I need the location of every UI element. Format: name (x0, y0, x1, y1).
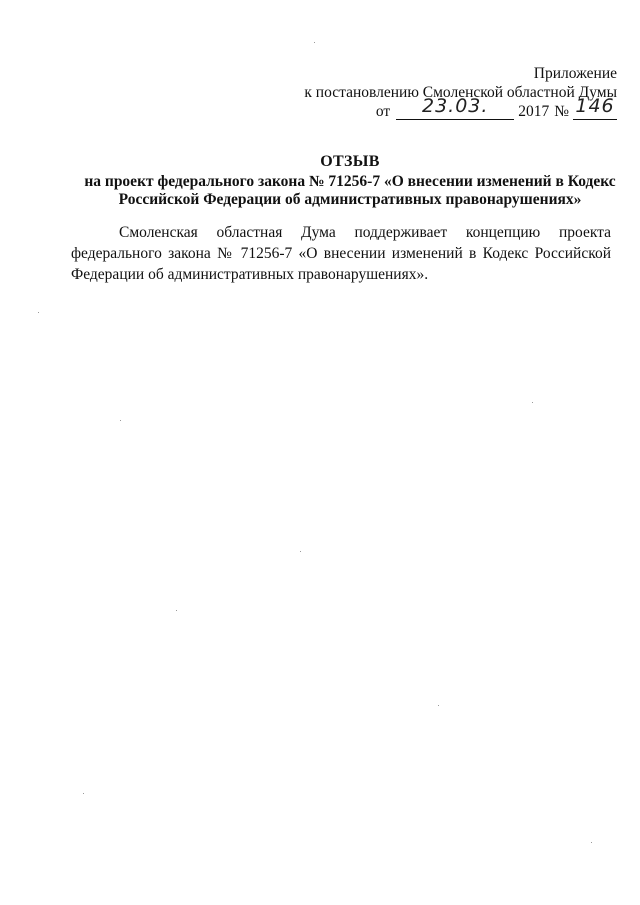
document-subtitle-line-2: Российской Федерации об административных правонарушениях» (118, 191, 582, 208)
handwritten-date: 23.03. (421, 95, 489, 117)
scan-speck (591, 842, 592, 843)
appendix-block (304, 64, 617, 121)
date-prefix: от (375, 103, 391, 120)
scan-speck (314, 42, 315, 43)
year: 2017 (518, 103, 550, 120)
scan-speck (300, 551, 301, 552)
body-paragraph: Смоленская областная Дума поддерживает концепцию проекта федерального закона № 71256-7 «О внесении изменений в Кодекс Российской Федерации об административных правонарушениях». (71, 224, 611, 283)
appendix-label: Приложение (533, 65, 617, 82)
date-fill-line (396, 95, 514, 120)
scan-speck (176, 610, 177, 611)
number-fill-line (573, 95, 617, 120)
number-sign: № (554, 103, 569, 120)
document-subtitle-line-1: на проект федерального закона № 71256-7 «О внесении изменений в Кодекс (84, 173, 616, 190)
scan-speck (120, 420, 121, 421)
scan-speck (38, 312, 39, 313)
scan-speck (438, 705, 439, 706)
document-title: ОТЗЫВ (320, 153, 380, 170)
scan-speck (532, 402, 533, 403)
appendix-resolution-ref: к постановлению Смоленской областной Думы (304, 84, 617, 101)
handwritten-number: 146 (575, 95, 615, 117)
scan-speck (83, 793, 84, 794)
title-block (60, 153, 640, 209)
appendix-date-line (375, 95, 617, 121)
